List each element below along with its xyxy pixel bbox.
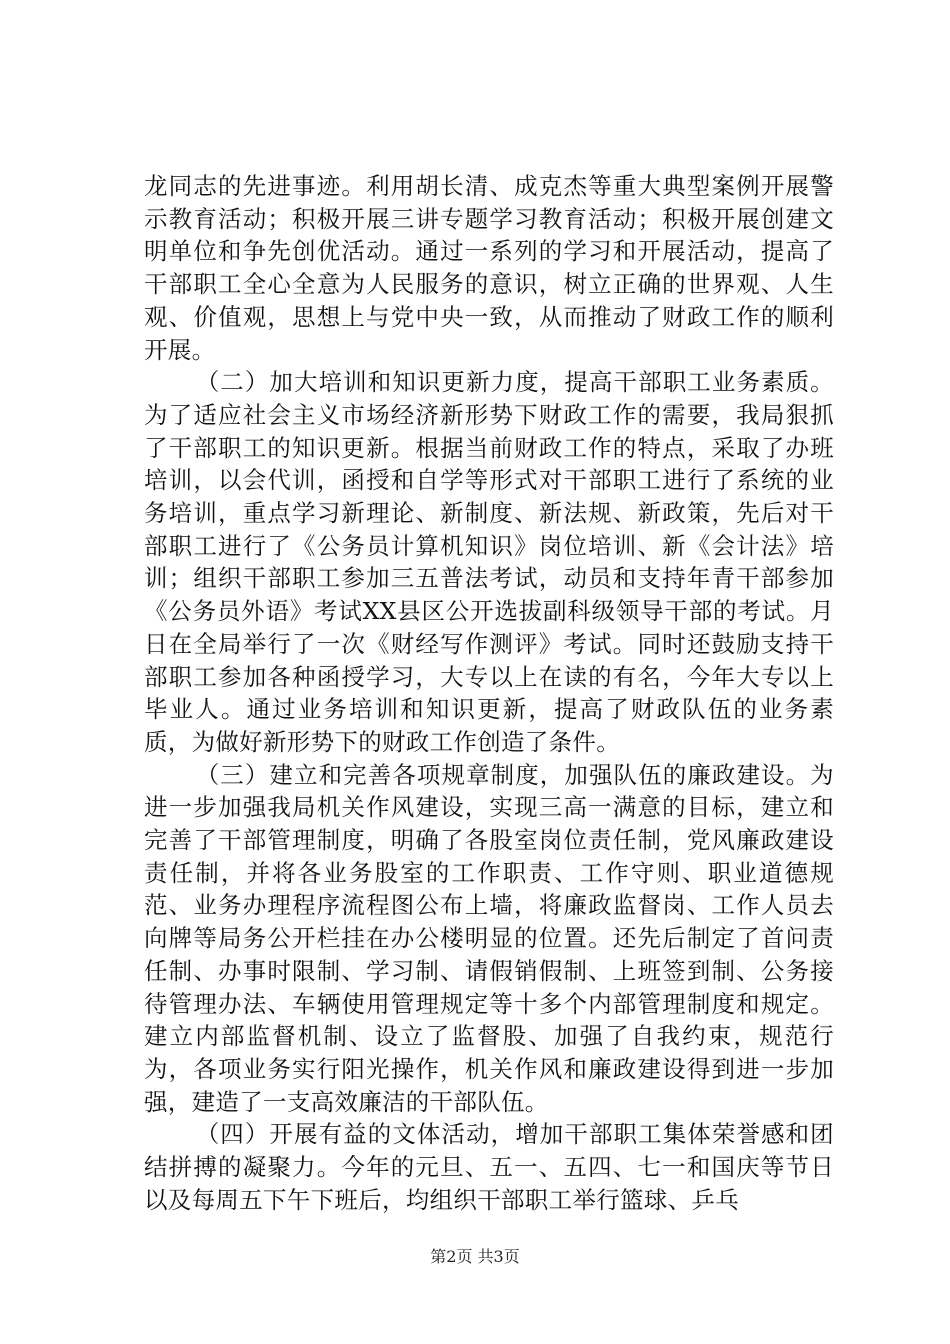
paragraph-regulations: （三）建立和完善各项规章制度，加强队伍的廉政建设。为进一步加强我局机关作风建设，实现三高一满意的目标，建立和完善了干部管理制度，明确了各股室岗位责任制，党风廉政建设责任制，并将各业务股室的工作职责、工作守则、职业道德规范、业务办理程序流程图公布上墙，将廉政监督岗、工作人员去向牌等局务公开栏挂在办公楼明显的位置。还先后制定了首问责任制、办事时限制、学习制、请假销假制、上班签到制、公务接待管理办法、车辆使用管理规定等十多个内部管理制度和规定。建立内部监督机制、设立了监督股、加强了自我约束，规范行为，各项业务实行阳光操作，机关作风和廉政建设得到进一步加强，建造了一支高效廉洁的干部队伍。 xyxy=(144,760,834,1116)
document-body xyxy=(144,170,834,1217)
page-number-footer: 第2页 共3页 xyxy=(430,1247,520,1266)
paragraph-continued: 龙同志的先进事迹。利用胡长清、成克杰等重大典型案例开展警示教育活动；积极开展三讲专题学习教育活动；积极开展创建文明单位和争先创优活动。通过一系列的学习和开展活动，提高了干部职工全心全意为人民服务的意识，树立正确的世界观、人生观、价值观，思想上与党中央一致，从而推动了财政工作的顺利开展。 xyxy=(144,172,834,364)
paragraph-activities: （四）开展有益的文体活动，增加干部职工集体荣誉感和团结拼搏的凝聚力。今年的元旦、五一、五四、七一和国庆等节日以及每周五下午下班后，均组织干部职工举行篮球、乒乓 xyxy=(144,1120,834,1214)
paragraph-training: （二）加大培训和知识更新力度，提高干部职工业务素质。为了适应社会主义市场经济新形势下财政工作的需要，我局狠抓了干部职工的知识更新。根据当前财政工作的特点，采取了办班培训，以会代训，函授和自学等形式对干部职工进行了系统的业务培训，重点学习新理论、新制度、新法规、新政策，先后对干部职工进行了《公务员计算机知识》岗位培训、新《会计法》培训；组织干部职工参加三五普法考试，动员和支持年青干部参加《公务员外语》考试XX县区公开选拔副科级领导干部的考试。月日在全局举行了一次《财经写作测评》考试。同时还鼓励支持干部职工参加各种函授学习，大专以上在读的有名，今年大专以上毕业人。通过业务培训和知识更新，提高了财政队伍的业务素质，为做好新形势下的财政工作创造了条件。 xyxy=(144,368,834,756)
